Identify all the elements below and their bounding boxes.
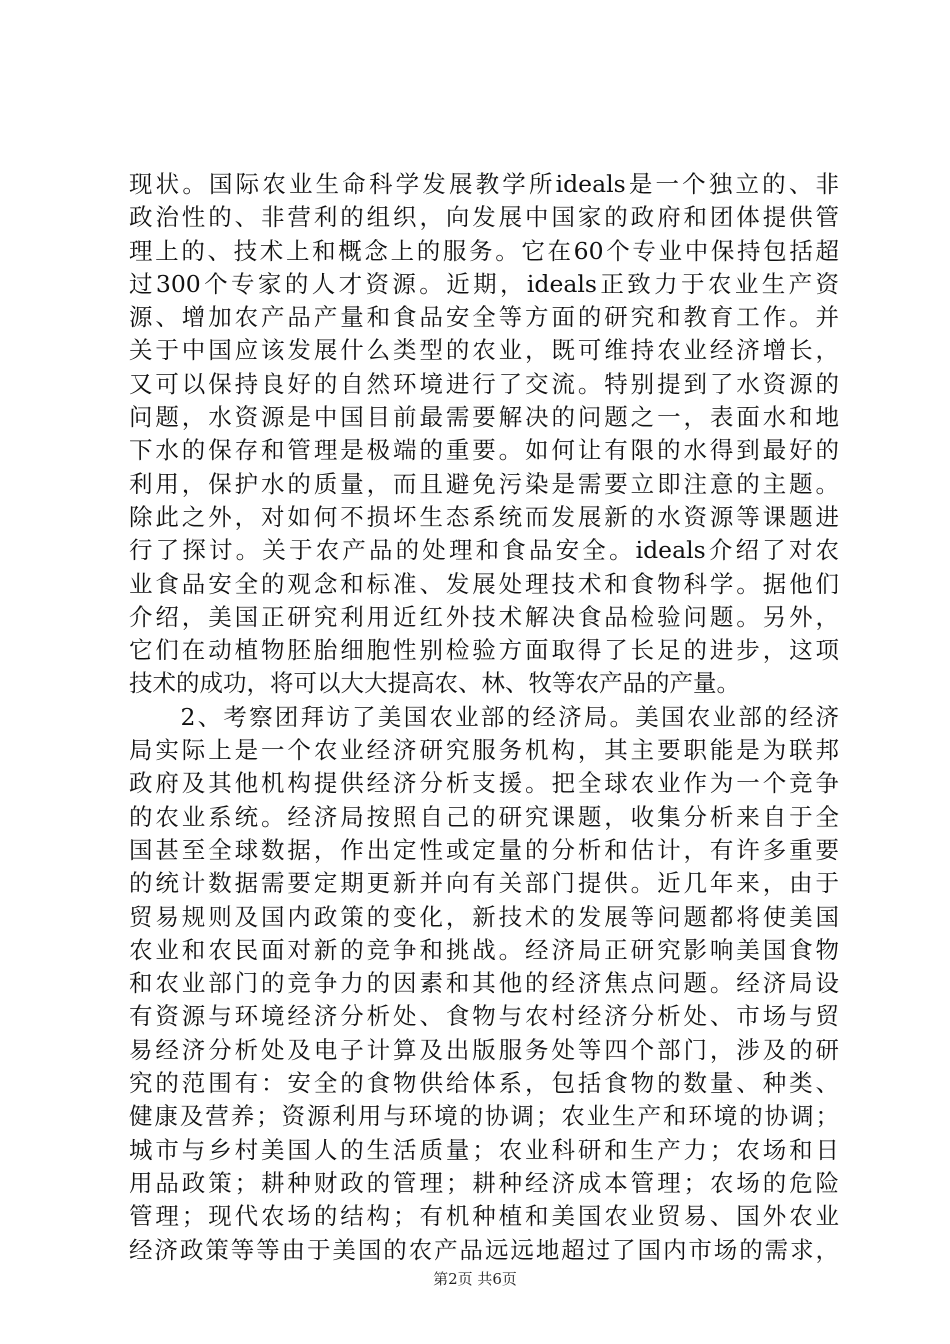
text-line: 管理；现代农场的结构；有机种植和美国农业贸易、国外农业 (129, 1202, 839, 1231)
text-line: 介绍，美国正研究利用近红外技术解决食品检验问题。另外， (129, 602, 839, 631)
text-line: 技术的成功，将可以大大提高农、林、牧等农产品的产量。 (129, 669, 740, 698)
text-line: 利用，保护水的质量，而且避免污染是需要立即注意的主题。 (129, 469, 839, 498)
text-line: 它们在动植物胚胎细胞性别检验方面取得了长足的进步，这项 (129, 636, 839, 665)
body-text (129, 168, 839, 1267)
text-line: 关于中国应该发展什么类型的农业，既可维持农业经济增长， (129, 336, 839, 365)
text-line: 健康及营养；资源利用与环境的协调；农业生产和环境的协调； (129, 1102, 839, 1131)
text-line: 又可以保持良好的自然环境进行了交流。特别提到了水资源的 (129, 369, 839, 398)
text-line: 的统计数据需要定期更新并向有关部门提供。近几年来，由于 (129, 869, 839, 898)
text-line: 业食品安全的观念和标准、发展处理技术和食物科学。据他们 (129, 569, 839, 598)
text-line: 除此之外，对如何不损坏生态系统而发展新的水资源等课题进 (129, 502, 839, 531)
text-line: 下水的保存和管理是极端的重要。如何让有限的水得到最好的 (129, 436, 839, 465)
text-line: 易经济分析处及电子计算及出版服务处等四个部门，涉及的研 (129, 1035, 839, 1064)
text-line: 现状。国际农业生命科学发展教学所ideals是一个独立的、非 (129, 170, 839, 198)
text-line: 用品政策；耕种财政的管理；耕种经济成本管理；农场的危险 (129, 1168, 839, 1197)
text-line: 问题，水资源是中国目前最需要解决的问题之一，表面水和地 (129, 403, 839, 432)
text-line: 究的范围有：安全的食物供给体系，包括食物的数量、种类、 (129, 1069, 839, 1098)
text-line: 过300个专家的人才资源。近期，ideals正致力于农业生产资 (129, 269, 839, 298)
text-line: 局实际上是一个农业经济研究服务机构，其主要职能是为联邦 (129, 736, 839, 765)
text-line: 有资源与环境经济分析处、食物与农村经济分析处、市场与贸 (129, 1002, 839, 1031)
text-line: 行了探讨。关于农产品的处理和食品安全。ideals介绍了对农 (129, 536, 839, 565)
text-line: 城市与乡村美国人的生活质量；农业科研和生产力；农场和日 (129, 1135, 839, 1164)
text-line: 2、考察团拜访了美国农业部的经济局。美国农业部的经济 (129, 702, 839, 731)
text-line: 的农业系统。经济局按照自己的研究课题，收集分析来自于全 (129, 802, 839, 831)
text-line: 贸易规则及国内政策的变化，新技术的发展等问题都将使美国 (129, 902, 839, 931)
text-line: 政府及其他机构提供经济分析支援。把全球农业作为一个竞争 (129, 769, 839, 798)
text-line: 理上的、技术上和概念上的服务。它在60个专业中保持包括超 (129, 236, 839, 265)
text-line: 政治性的、非营利的组织，向发展中国家的政府和团体提供管 (129, 203, 839, 232)
text-line: 源、增加农产品产量和食品安全等方面的研究和教育工作。并 (129, 303, 839, 332)
text-line: 国甚至全球数据，作出定性或定量的分析和估计，有许多重要 (129, 835, 839, 864)
text-line: 和农业部门的竞争力的因素和其他的经济焦点问题。经济局设 (129, 969, 839, 998)
text-line: 经济政策等等由于美国的农产品远远地超过了国内市场的需求， (129, 1235, 839, 1264)
page-number-footer: 第2页 共6页 (433, 1270, 517, 1288)
text-line: 农业和农民面对新的竞争和挑战。经济局正研究影响美国食物 (129, 935, 839, 964)
